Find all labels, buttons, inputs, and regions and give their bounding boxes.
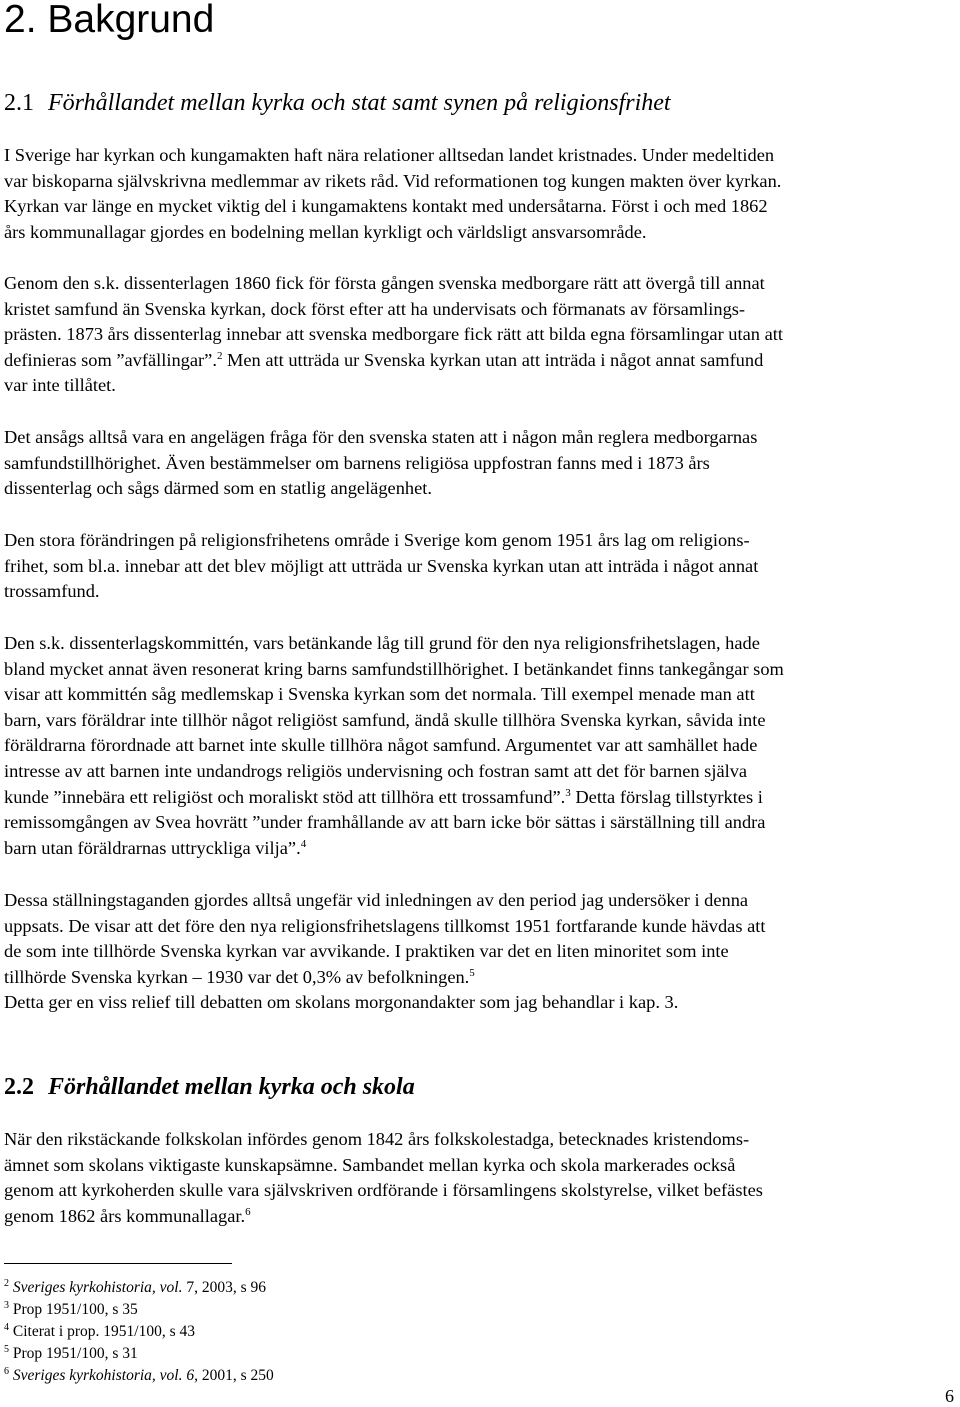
footnote-title: Sveriges kyrkohistoria, vol. 6, <box>12 1366 198 1384</box>
text-line: års kommunallagar gjordes en bodelning mellan kyrkligt och världsligt ansvarsområde. <box>4 221 647 242</box>
text-line: var biskoparna självskrivna medlemmar av rikets råd. Vid reformationen tog kungen makten över kyrkan. <box>4 170 782 191</box>
section-number: 2.1 <box>4 90 34 116</box>
text-line: frihet, som bl.a. innebar att det blev möjligt att utträda ur Svenska kyrkan utan att inträda i något annat <box>4 555 759 576</box>
chapter-heading: 2. Bakgrund <box>4 0 215 41</box>
text-line: genom att kyrkoherden skulle vara självskriven ordförande i församlingens skolstyrelse, vilket befästes <box>4 1180 763 1201</box>
footnote-number: 5 <box>4 1343 9 1355</box>
text-line: remissomgången av Svea hovrätt ”under framhållande av att barn icke bör sättas i särställning till andra <box>4 812 766 833</box>
text-segment: kunde ”innebära ett religiöst och moraliskt stöd att tillhöra ett trossamfund”. <box>4 786 566 807</box>
footnote-divider <box>4 1263 232 1264</box>
footnote-2 <box>4 1277 704 1299</box>
text-line: prästen. 1873 års dissenterlag innebar att svenska medborgare fick rätt att bilda egna församlingar utan att <box>4 324 783 345</box>
text-line: intresse av att barnen inte undandrogs religiös undervisning och fostran samt att det för barnen själva <box>4 760 748 781</box>
footnote-text: Citerat i prop. 1951/100, s 43 <box>12 1322 195 1340</box>
footnote-3 <box>4 1299 704 1321</box>
text-line: Dessa ställningstaganden gjordes alltså ungefär vid inledningen av den period jag undersöker i denna <box>4 890 749 910</box>
footnote-6 <box>4 1365 704 1387</box>
paragraph-1 <box>4 143 956 245</box>
footnote-text: 7, 2003, s 96 <box>182 1279 267 1296</box>
text-line <box>4 836 956 862</box>
section-heading-2-2 <box>4 1072 415 1102</box>
text-line: Detta ger en viss relief till debatten om skolans morgonandakter som jag behandlar i kap. 3. <box>4 992 679 1013</box>
footnote-number: 4 <box>4 1321 9 1333</box>
text-line: Kyrkan var länge en mycket viktig del i kungamaktens kontakt med undersåtarna. Först i och med 1862 <box>4 196 768 217</box>
text-line: föräldrarna förordnade att barnet inte skulle tillhöra något samfund. Argumentet var att samhället hade <box>4 735 758 756</box>
text-line: var inte tillåtet. <box>4 375 116 396</box>
text-segment: genom 1862 års kommunallagar. <box>4 1205 246 1226</box>
section-number: 2.2 <box>4 1074 34 1100</box>
text-line: de som inte tillhörde Svenska kyrkan var avvikande. I praktiken var det en liten minoritet som inte <box>4 941 729 962</box>
text-line: dissenterlag och sågs därmed som en statlig angelägenhet. <box>4 478 432 499</box>
text-line: kristet samfund än Svenska kyrkan, dock först efter att ha undervisats och förmanats av församlings- <box>4 298 746 319</box>
text-line <box>4 348 956 374</box>
text-line <box>4 965 956 991</box>
text-line: visar att kommittén såg medlemskap i Svenska kyrkan som det normala. Till exempel menade man att <box>4 684 755 705</box>
paragraph-3 <box>4 425 956 502</box>
text-segment: barn utan föräldrarnas uttryckliga vilja”. <box>4 837 301 858</box>
footnote-title: Sveriges kyrkohistoria, vol. <box>12 1279 183 1296</box>
section-title: Förhållandet mellan kyrka och stat samt synen på religionsfrihet <box>48 90 671 116</box>
paragraph-5 <box>4 631 956 861</box>
footnote-number: 2 <box>4 1278 9 1289</box>
text-segment: Men att utträda ur Svenska kyrkan utan att inträda i något annat samfund <box>222 349 764 370</box>
text-line: ämnet som skolans viktigaste kunskapsämne. Sambandet mellan kyrka och skola markerades också <box>4 1154 736 1175</box>
paragraph-2 <box>4 271 956 399</box>
text-line <box>4 785 956 811</box>
footnote-text: Prop 1951/100, s 35 <box>12 1300 138 1318</box>
footnote-4 <box>4 1321 704 1343</box>
footnotes <box>4 1277 704 1386</box>
footnote-text: Prop 1951/100, s 31 <box>12 1344 138 1362</box>
paragraph-4 <box>4 528 956 605</box>
text-segment: tillhörde Svenska kyrkan – 1930 var det 0,3% av befolkningen. <box>4 966 470 987</box>
text-segment: definieras som ”avfällingar”. <box>4 349 217 370</box>
text-line: Det ansågs alltså vara en angelägen fråga för den svenska staten att i någon mån reglera medborgarnas <box>4 427 758 447</box>
text-line <box>4 1204 956 1230</box>
text-line: samfundstillhörighet. Även bestämmelser om barnens religiösa uppfostran fanns med i 1873 års <box>4 452 710 473</box>
text-line: När den rikstäckande folkskolan infördes genom 1842 års folkskolestadga, betecknades kristendoms- <box>4 1129 750 1149</box>
text-line: Den stora förändringen på religionsfrihetens område i Sverige kom genom 1951 års lag om religions- <box>4 530 750 550</box>
footnote-ref-5: 5 <box>469 966 475 979</box>
footnote-ref-6: 6 <box>245 1205 251 1218</box>
footnote-ref-3: 3 <box>565 786 571 799</box>
text-line: Genom den s.k. dissenterlagen 1860 fick för första gången svenska medborgare rätt att övergå till annat <box>4 273 765 293</box>
footnote-text: 2001, s 250 <box>197 1366 274 1384</box>
paragraph-7 <box>4 1127 956 1229</box>
footnote-ref-2: 2 <box>216 349 223 362</box>
text-line: trossamfund. <box>4 581 100 602</box>
text-line: Den s.k. dissenterlagskommittén, vars betänkande låg till grund för den nya religionsfrihetslagen, hade <box>4 633 760 653</box>
text-line: barn, vars föräldrar inte tillhör något religiöst samfund, ändå skulle tillhöra Svenska kyrkan, såvida inte <box>4 709 766 730</box>
text-line: bland mycket annat även resonerat kring barns samfundstillhörighet. I betänkandet finns tankegångar som <box>4 658 784 679</box>
text-segment: Detta förslag tillstyrktes i <box>570 786 763 807</box>
text-line: uppsats. De visar att det före den nya religionsfrihetslagens tillkomst 1951 fortfarande kunde hävdas att <box>4 915 766 936</box>
section-heading-2-1 <box>4 88 671 118</box>
footnote-number: 3 <box>4 1299 9 1311</box>
paragraph-6 <box>4 888 956 1016</box>
section-title: Förhållandet mellan kyrka och skola <box>48 1074 415 1100</box>
text-line: I Sverige har kyrkan och kungamakten haft nära relationer alltsedan landet kristnades. Under medeltiden <box>4 145 775 165</box>
footnote-5 <box>4 1343 704 1365</box>
footnote-ref-4: 4 <box>300 837 307 850</box>
page-number: 6 <box>945 1386 954 1406</box>
footnote-number: 6 <box>4 1365 9 1377</box>
